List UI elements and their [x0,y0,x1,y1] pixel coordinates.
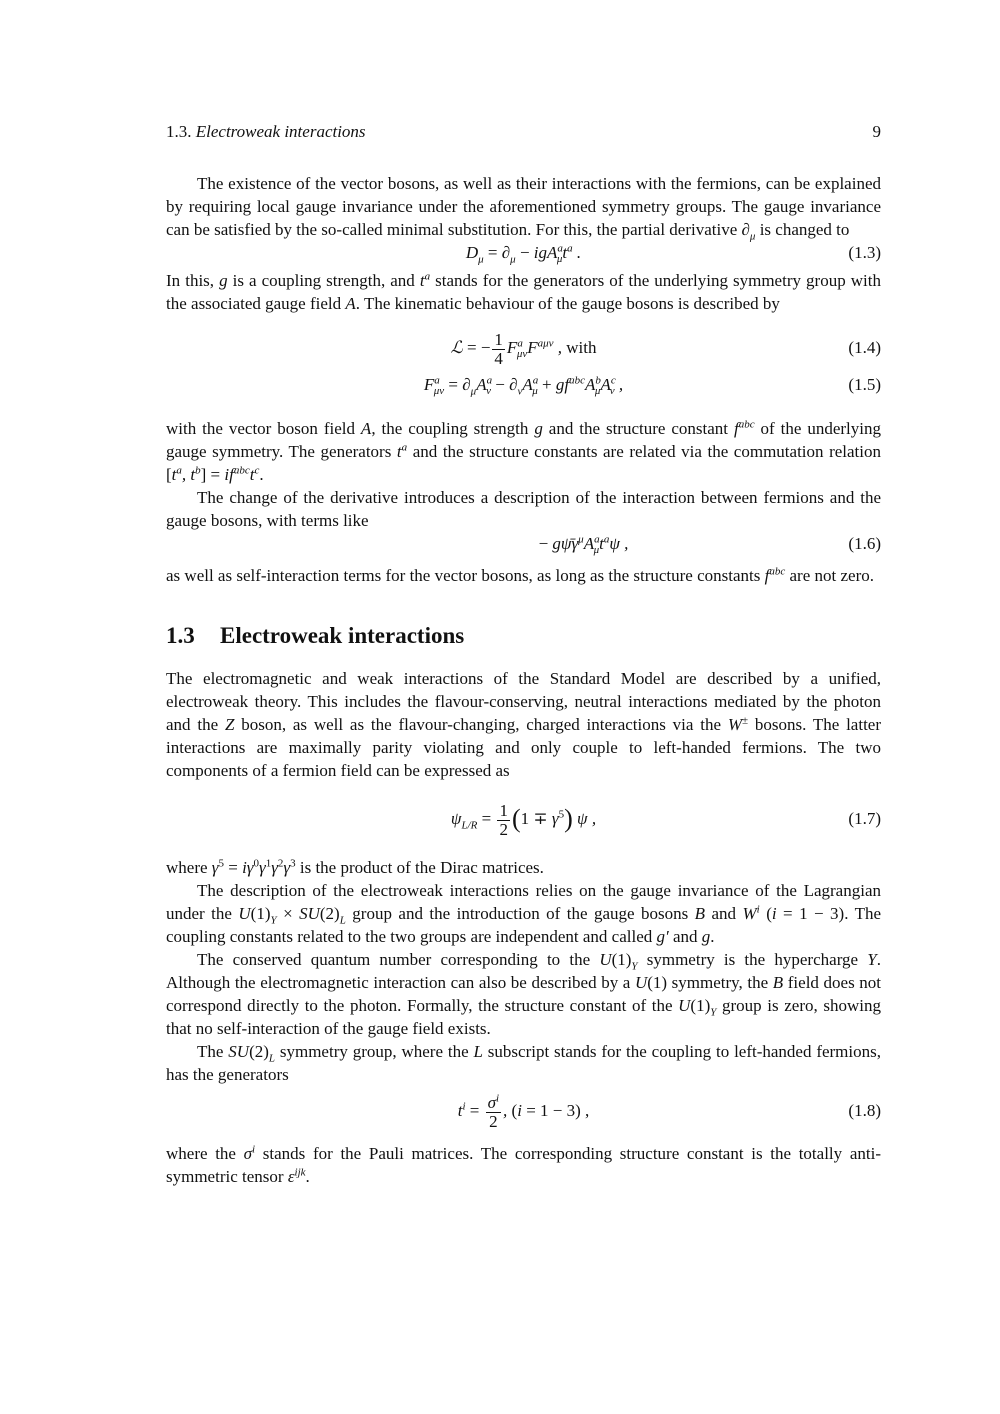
paragraph-structure-constant: with the vector boson field A, the coupling strength g and the structure constant $f^{abc}$ of the underlying gauge symmetry. The generators $t^a$ and the structure constants are related via the commutation relation [$t^a$, $t^b] = if^{abc}t^c$. [166,418,881,484]
paragraph-gauge-invariance: The existence of the vector bosons, as well as their interactions with the fermions, can be explained by requiring local gauge invariance under the aforementioned symmetry groups. The gauge invariance can be satisfied by the so-called minimal substitution. For this, the partial derivative $\partial_\mu$ is changed to [166,174,881,243]
paragraph-gauge-group: The description of the electroweak interactions relies on the gauge invariance of the Lagrangian under the $U(1)_Y \times SU(2)_L$ group and the introduction of the gauge bosons B and $W^i$ (i = 1 − 3). The coupling constants related to the two groups are independent and called g′ and g. [166,881,882,946]
equation-1-7: $\psi_{L/R}$ = $\frac{1}{2}$ $(1 \mp \gamma^5)$ ψ , (1.7) [166,796,881,842]
equation-number: (1.5) [848,375,881,394]
equation-number: (1.6) [848,534,881,553]
equation-1-3: $D_\mu = \partial_\mu - igA^a_\mu t^a$ . (1.3) [465,242,881,266]
paragraph-derivative-change: The change of the derivative introduces a description of the interaction between fermions and the gauge bosons, with terms like [166,488,881,530]
header-section-title: Electroweak interactions [195,122,366,141]
equation-1-8: $t^i$ = $\frac{\sigma^i}{2}$ , (i = 1 − 3) , (1.8) [166,1088,881,1134]
equation-1-5: $F^a_{\mu\nu} = \partial_\mu A^a_\nu - \partial_\nu A^a_\mu + gf^{abc}A^b_\mu A^c_\nu$ , (1.5) [423,374,881,398]
equation-number: (1.8) [848,1101,881,1120]
paragraph-self-interaction: as well as self-interaction terms for the vector bosons, as long as the structure constants $f^{abc}$ are not zero. [166,565,874,585]
section-heading [166,621,881,651]
paragraph-electroweak-theory: The electromagnetic and weak interactions of the Standard Model are described by a unified, electroweak theory. This includes the flavour-conserving, neutral interactions mediated by the photon and the Z boson, as well as the flavour-changing, charged interactions via the W± bosons. The latter interactions are maximally parity violating and only couple to left-handed fermions. The two components of a fermion field can be expressed as [166,669,881,780]
paragraph-su2: The $SU(2)_L$ symmetry group, where the L subscript stands for the coupling to left-handed fermions, has the generators [166,1042,881,1084]
equation-number: (1.7) [848,809,881,828]
equation-number: (1.3) [848,243,881,262]
header-section-number: 1.3. [166,122,192,141]
equation-1-6: − $g\psī\gamma^\mu A^a_\mu t^a\psi$ , (1.6) [538,533,881,557]
paragraph-coupling: In this, g is a coupling strength, and $t^a$ stands for the generators of the underlying symmetry group with the associated gauge field A. The kinematic behaviour of the gauge bosons is described by [166,270,881,313]
running-header [166,122,881,142]
paragraph-pauli: where the $\sigma^i$ stands for the Pauli matrices. The corresponding structure constant is the totally anti-symmetric tensor $\varepsilon^{ijk}$. [166,1143,881,1186]
equation-number: (1.4) [848,338,881,357]
section-number: 1.3 [166,623,195,648]
equation-1-4: ℒ = − $\frac{1}{4}$ $F^a_{\mu\nu}F^{a\mu\nu}$ , with (1.4) [166,325,881,371]
section-title: Electroweak interactions [220,623,465,648]
paragraph-hypercharge: The conserved quantum number corresponding to the $U(1)_Y$ symmetry is the hypercharge Y. Although the electromagnetic interaction can also be described by a U(1) symmetry, the B field does not correspond directly to the photon. Formally, the structure constant of the $U(1)_Y$ group is zero, showing that no self-interaction of the gauge field exists. [166,950,882,1038]
paragraph-dirac: where $\gamma^5 = i\gamma^0\gamma^1\gamma^2\gamma^3$ is the product of the Dirac matrices. [166,857,544,877]
page-number: 9 [872,122,881,141]
running-header-section [166,122,366,142]
page-body [166,172,881,1188]
